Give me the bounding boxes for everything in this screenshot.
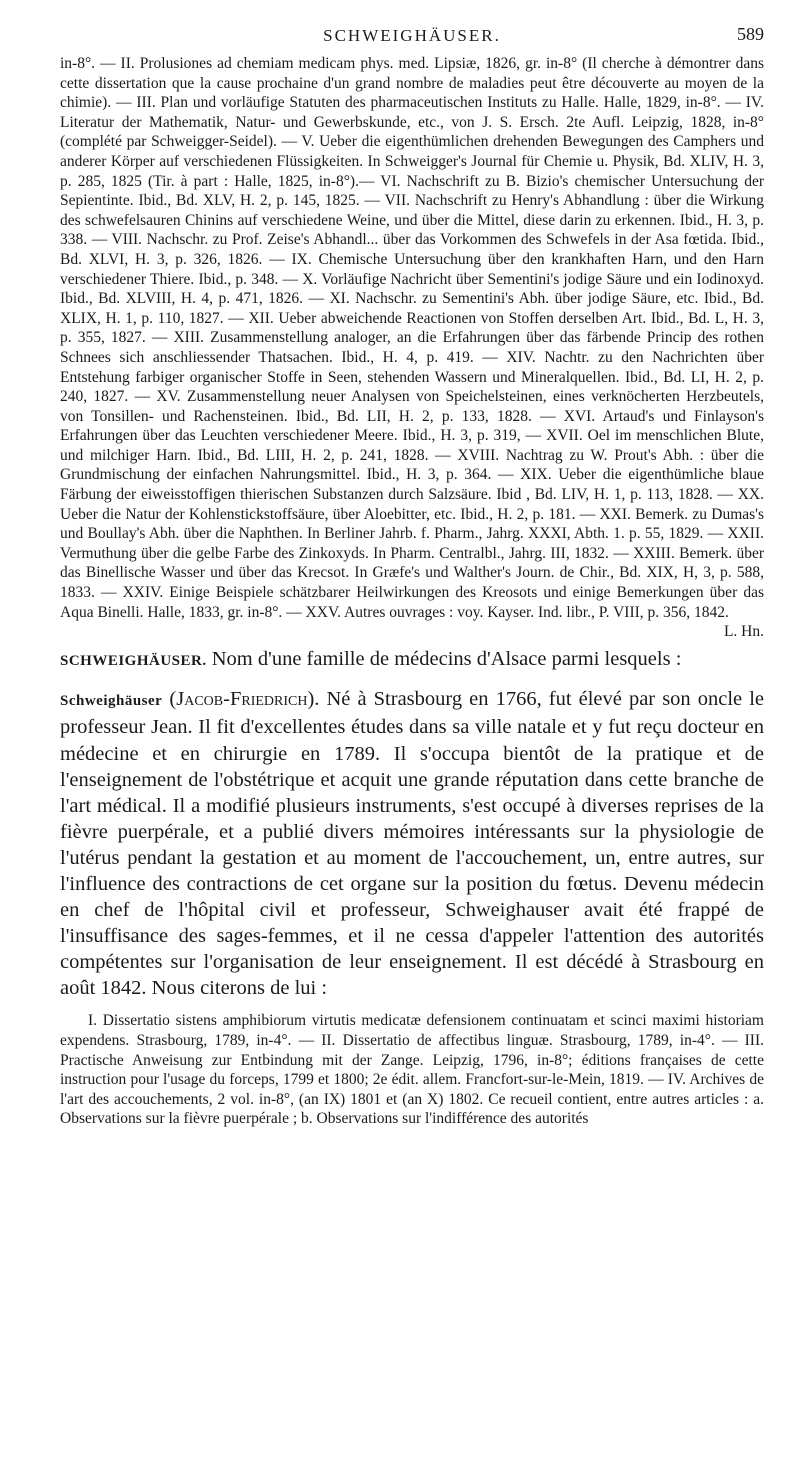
family-text: Nom d'une famille de médecins d'Alsace parmi lesquels : [211, 648, 682, 671]
previous-entry-text: in-8°. — II. Prolusiones ad chemiam medicam phys. med. Lipsiæ, 1826, gr. in-8° (Il cherche à démontrer dans cette dissertation que la cause prochaine d'un grand nombre de maladies peut être découverte au moyen de la chimie). — III. Plan und vorläufige Statuten des pharmaceutischen Instituts zu Halle. Halle, 1829, in-8°. — IV. Literatur der Mathematik, Natur- und Gewerbskunde, etc., von J. S. Ersch. 2te Aufl. Leipzig, 1828, in-8° (complété par Schweigger-Seidel). — V. Ueber die eigenthümlichen drehenden Bewegungen des Camphers und anderer Körper auf verschiedenen Flüssigkeiten. In Schweigger's Journal für Chemie u. Physik, Bd. XLIV, H. 3, p. 285, 1825 (Tir. à part : Halle, 1825, in-8°).— VI. Nachschrift zu B. Bizio's chemischer Untersuchung der Sepientinte. Ibid., Bd. XLV, H. 2, p. 145, 1825. — VII. Nachschrift zu Henry's Abhandlung : über die Wirkung des schwefelsauren Chinins auf verschiedene Weine, und über die Mittel, diese darin zu erkennen. Ibid., H. 3, p. 338. — VIII. Nachschr. zu Prof. Zeise's Abhandl... über das Vorkommen des Schwefels in der Asa fœtida. Ibid., Bd. XLVI, H. 3, p. 326, 1826. — IX. Chemische Untersuchung über den krankhaften Harn, und den Harn verschiedener Thiere. Ibid., p. 348. — X. Vorläufige Nachricht über Sementini's jodige Säure und ein Iodinoxyd. Ibid., Bd. XLVIII, H. 4, p. 471, 1826. — XI. Nachschr. zu Sementini's Abh. über jodige Säure, etc. Ibid., Bd. XLIX, H. 1, p. 110, 1827. — XII. Ueber abweichende Reactionen von Stoffen derselben Art. Ibid., Bd. L, H. 3, p. 355, 1827. — XIII. Zusammenstellung analoger, an die Erfahrungen über das färbende Princip des rothen Schnees sich anschliessender Thatsachen. Ibid., H. 4, p. 419. — XIV. Nachtr. zu den Nachrichten über Entstehung farbiger organischer Stoffe in Seen, stehenden Wassern und Mineralquellen. Ibid., Bd. LI, H. 2, p. 240, 1827. — XV. Zusammenstellung neuer Analysen von Speichelsteinen, eines verknöcherten Herzbeutels, von Tonsillen- und Rachensteinen. Ibid., Bd. LII, H. 2, p. 133, 1828. — XVI. Artaud's und Finlayson's Erfahrungen über das Leuchten verschiedener Meere. Ibid., H. 3, p. 319, — XVII. Oel im menschlichen Blute, und milchiger Harn. Ibid., Bd. LIII, H. 2, p. 241, 1828. — XVIII. Nachtrag zu W. Prout's Abh. : über die Grundmischung der einfachen Nahrungsmittel. Ibid., H. 3, p. 364. — XIX. Ueber die eigenthümliche blaue Färbung der eiweisstoffigen thierischen Substanzen durch Salzsäure. Ibid , Bd. LIV, H. 1, p. 113, 1828. — XX. Ueber die Natur der Kohlenstickstoffsäure, über Aloebitter, etc. Ibid., H. 2, p. 181. — XXI. Bemerk. zu Dumas's und Boullay's Abh. über die Naphthen. In Berliner Jahrb. f. Pharm., Jahrg. XXXI, Abth. 1. p. 55, 1829. — XXII. Vermuthung über die gelbe Farbe des Zinkoxyds. In Pharm. Centralbl., Jahrg. III, 1832. — XXIII. Bemerk. über das Binellische Wasser und über das Krecsot. In Græfe's und Walther's Journ. de Chir., Bd. XIX, H, 3, p. 588, 1833. — XXIV. Einige Beispiele schätzbarer Heilwirkungen des Kreosots und einige Bemerkungen über das Aqua Binelli. Halle, 1833, gr. in-8°. — XXV. Autres ouvrages : voy. Kayser. Ind. libr., P. VIII, p. 356, 1842. [60, 55, 764, 621]
author-signature: L. Hn. [723, 623, 764, 641]
family-entry [60, 646, 764, 674]
page-header [60, 24, 764, 54]
page [60, 24, 764, 1129]
works-text: I. Dissertatio sistens amphibiorum virtutis medicatæ defensionem continuatam et scinci maximi historiam expendens. Strasbourg, 1789, in-4°. — II. Dissertatio de affectibus linguæ. Strasbourg, 1789, in-4°. — III. Practische Anweisung zur Entbindung mit der Zange. Leipzig, 1796, in-8°; éditions françaises de cette instruction pour l'usage du forceps, 1799 et 1800; 2e édit. allem. Francfort-sur-le-Mein, 1819. — IV. Archives de l'art des accouchements, 2 vol. in-8°, (an IX) 1801 et (an X) 1802. Ce recueil contient, entre autres articles : a. Observations sur la fièvre puerpérale ; b. Observations sur l'indifférence des autorités [60, 1012, 764, 1128]
biography-text: Né à Strasbourg en 1766, fut élevé par son oncle le professeur Jean. Il fit d'excellentes études dans sa ville natale et y fut reçu docteur en médecine et en chirurgie en 1789. Il s'occupa bientôt de la pratique et de l'enseignement de l'obstétrique et acquit une grande réputation dans cette branche de l'art médical. Il a modifié plusieurs instruments, s'est occupé à diverses reprises de la fièvre puerpérale, et a publié divers mémoires intéressants sur la physiologie de l'utérus pendant la gestation et au moment de l'accouchement, un, entre autres, sur l'influence des contractions de cet organe sur la position du fœtus. Devenu médecin en chef de l'hôpital civil et professeur, Schweighauser avait été frappé de l'insuffisance des sages-femmes, et il ne cessa d'appeler l'attention des autorités compétentes sur l'organisation de leur enseignement. Il est décédé à Strasbourg en août 1842. Nous citerons de lui : [60, 688, 765, 1000]
works-list [60, 1011, 764, 1129]
entry-name: Schweighäuser [60, 693, 163, 710]
family-heading: SCHWEIGHÄUSER. [60, 653, 207, 670]
entry-given-names: (Jacob-Friedrich). [169, 688, 320, 711]
biography-entry [60, 686, 764, 1001]
running-head: SCHWEIGHÄUSER. [323, 26, 501, 45]
page-number: 589 [737, 24, 764, 44]
previous-entry-bibliography [60, 54, 764, 641]
